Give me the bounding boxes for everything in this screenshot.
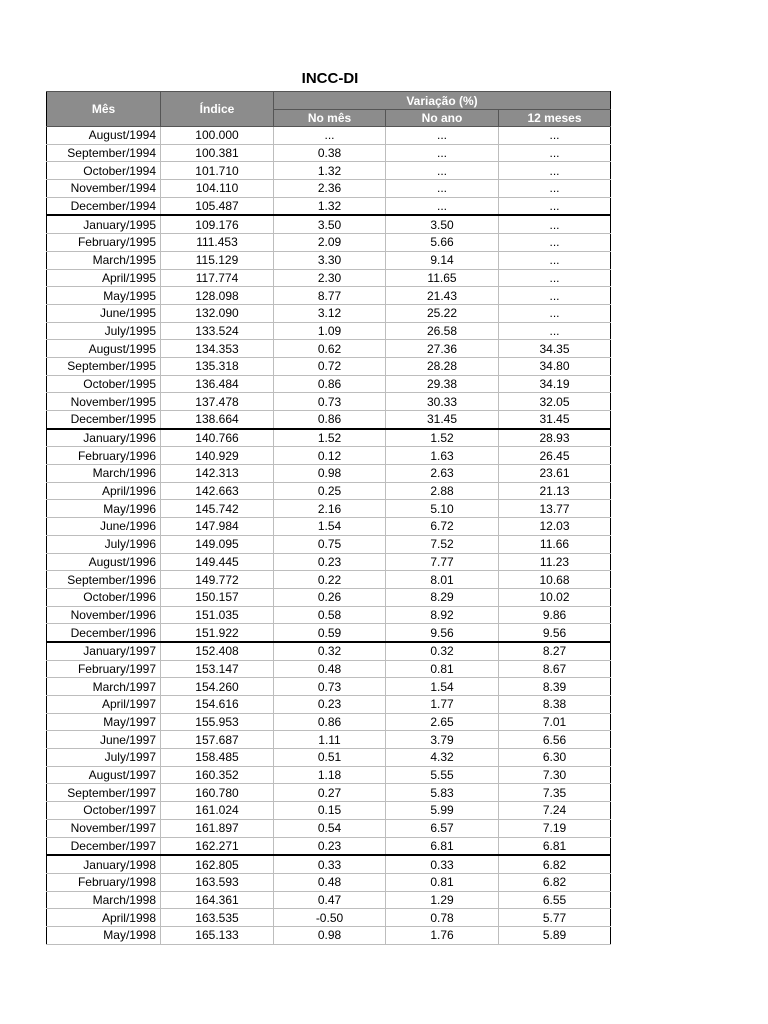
table-row (47, 784, 611, 802)
twelve-month-variation-cell: 6.55 (499, 891, 611, 909)
monthly-variation-cell: 0.25 (274, 482, 386, 500)
monthly-variation-cell: 3.12 (274, 304, 386, 322)
month-cell: August/1997 (47, 766, 161, 784)
twelve-month-variation-cell: ... (499, 215, 611, 233)
twelve-month-variation-cell: 5.77 (499, 909, 611, 927)
twelve-month-variation-cell: 8.27 (499, 642, 611, 660)
header-variacao: Variação (%) (274, 92, 611, 110)
yearly-variation-cell: 25.22 (386, 304, 499, 322)
table-row (47, 393, 611, 411)
month-cell: December/1994 (47, 197, 161, 215)
twelve-month-variation-cell: 32.05 (499, 393, 611, 411)
month-cell: June/1997 (47, 731, 161, 749)
table-row (47, 411, 611, 429)
twelve-month-variation-cell: 8.67 (499, 660, 611, 678)
twelve-month-variation-cell: ... (499, 269, 611, 287)
yearly-variation-cell: 3.79 (386, 731, 499, 749)
index-cell: 163.535 (161, 909, 274, 927)
index-cell: 149.445 (161, 553, 274, 571)
yearly-variation-cell: 2.65 (386, 713, 499, 731)
twelve-month-variation-cell: ... (499, 304, 611, 322)
index-cell: 161.897 (161, 819, 274, 837)
monthly-variation-cell: 0.86 (274, 713, 386, 731)
table-row (47, 269, 611, 287)
yearly-variation-cell: 26.58 (386, 322, 499, 340)
yearly-variation-cell: 8.29 (386, 588, 499, 606)
twelve-month-variation-cell: 7.24 (499, 802, 611, 820)
index-cell: 160.780 (161, 784, 274, 802)
header-no-ano: No ano (386, 110, 499, 127)
table-row (47, 819, 611, 837)
yearly-variation-cell: 0.78 (386, 909, 499, 927)
index-cell: 100.381 (161, 144, 274, 162)
yearly-variation-cell: 0.33 (386, 855, 499, 873)
index-cell: 164.361 (161, 891, 274, 909)
month-cell: January/1997 (47, 642, 161, 660)
twelve-month-variation-cell: ... (499, 180, 611, 198)
monthly-variation-cell: 0.58 (274, 606, 386, 624)
month-cell: November/1997 (47, 819, 161, 837)
twelve-month-variation-cell: ... (499, 162, 611, 180)
twelve-month-variation-cell: 6.30 (499, 749, 611, 767)
incc-di-table (46, 91, 611, 945)
header-no-mes: No mês (274, 110, 386, 127)
month-cell: June/1995 (47, 304, 161, 322)
yearly-variation-cell: 3.50 (386, 215, 499, 233)
twelve-month-variation-cell: 28.93 (499, 429, 611, 447)
month-cell: October/1996 (47, 588, 161, 606)
monthly-variation-cell: 0.98 (274, 465, 386, 483)
monthly-variation-cell: 3.30 (274, 251, 386, 269)
table-row (47, 287, 611, 305)
yearly-variation-cell: ... (386, 144, 499, 162)
yearly-variation-cell: ... (386, 180, 499, 198)
month-cell: May/1998 (47, 926, 161, 944)
yearly-variation-cell: 1.76 (386, 926, 499, 944)
index-cell: 137.478 (161, 393, 274, 411)
monthly-variation-cell: 0.47 (274, 891, 386, 909)
twelve-month-variation-cell: 34.35 (499, 340, 611, 358)
table-row (47, 642, 611, 660)
index-cell: 149.095 (161, 535, 274, 553)
table-row (47, 535, 611, 553)
twelve-month-variation-cell: 11.23 (499, 553, 611, 571)
twelve-month-variation-cell: 6.81 (499, 837, 611, 855)
yearly-variation-cell: 6.57 (386, 819, 499, 837)
month-cell: July/1995 (47, 322, 161, 340)
month-cell: August/1995 (47, 340, 161, 358)
table-row (47, 357, 611, 375)
table-row (47, 518, 611, 536)
monthly-variation-cell: 0.15 (274, 802, 386, 820)
monthly-variation-cell: -0.50 (274, 909, 386, 927)
yearly-variation-cell: 9.14 (386, 251, 499, 269)
index-cell: 128.098 (161, 287, 274, 305)
month-cell: June/1996 (47, 518, 161, 536)
index-cell: 142.313 (161, 465, 274, 483)
monthly-variation-cell: 0.27 (274, 784, 386, 802)
twelve-month-variation-cell: 9.86 (499, 606, 611, 624)
twelve-month-variation-cell: 6.82 (499, 855, 611, 873)
table-row (47, 588, 611, 606)
index-cell: 157.687 (161, 731, 274, 749)
index-cell: 115.129 (161, 251, 274, 269)
yearly-variation-cell: 0.32 (386, 642, 499, 660)
twelve-month-variation-cell: 8.38 (499, 696, 611, 714)
month-cell: November/1994 (47, 180, 161, 198)
index-cell: 109.176 (161, 215, 274, 233)
month-cell: April/1998 (47, 909, 161, 927)
table-row (47, 926, 611, 944)
table-row (47, 660, 611, 678)
monthly-variation-cell: 0.48 (274, 873, 386, 891)
monthly-variation-cell: 1.32 (274, 162, 386, 180)
monthly-variation-cell: 0.62 (274, 340, 386, 358)
index-cell: 104.110 (161, 180, 274, 198)
month-cell: August/1994 (47, 127, 161, 145)
monthly-variation-cell: 0.86 (274, 411, 386, 429)
monthly-variation-cell: 0.75 (274, 535, 386, 553)
table-row (47, 624, 611, 642)
twelve-month-variation-cell: 21.13 (499, 482, 611, 500)
table-body (47, 127, 611, 945)
monthly-variation-cell: 0.72 (274, 357, 386, 375)
twelve-month-variation-cell: 7.01 (499, 713, 611, 731)
table-row (47, 144, 611, 162)
twelve-month-variation-cell: 23.61 (499, 465, 611, 483)
index-cell: 163.593 (161, 873, 274, 891)
monthly-variation-cell: 0.23 (274, 696, 386, 714)
table-row (47, 304, 611, 322)
monthly-variation-cell: 2.16 (274, 500, 386, 518)
month-cell: December/1997 (47, 837, 161, 855)
index-cell: 133.524 (161, 322, 274, 340)
month-cell: January/1998 (47, 855, 161, 873)
twelve-month-variation-cell: ... (499, 127, 611, 145)
yearly-variation-cell: 1.29 (386, 891, 499, 909)
twelve-month-variation-cell: 34.19 (499, 375, 611, 393)
month-cell: October/1997 (47, 802, 161, 820)
table-row (47, 713, 611, 731)
yearly-variation-cell: 5.10 (386, 500, 499, 518)
monthly-variation-cell: 0.22 (274, 571, 386, 589)
twelve-month-variation-cell: ... (499, 287, 611, 305)
table-row (47, 678, 611, 696)
month-cell: October/1994 (47, 162, 161, 180)
month-cell: January/1996 (47, 429, 161, 447)
monthly-variation-cell: 8.77 (274, 287, 386, 305)
monthly-variation-cell: ... (274, 127, 386, 145)
table-row (47, 802, 611, 820)
table-row (47, 234, 611, 252)
index-cell: 154.260 (161, 678, 274, 696)
monthly-variation-cell: 0.54 (274, 819, 386, 837)
index-cell: 155.953 (161, 713, 274, 731)
twelve-month-variation-cell: 10.68 (499, 571, 611, 589)
twelve-month-variation-cell: 26.45 (499, 447, 611, 465)
table-row (47, 429, 611, 447)
table-row (47, 197, 611, 215)
twelve-month-variation-cell: ... (499, 234, 611, 252)
index-cell: 134.353 (161, 340, 274, 358)
month-cell: March/1998 (47, 891, 161, 909)
yearly-variation-cell: ... (386, 197, 499, 215)
twelve-month-variation-cell: 13.77 (499, 500, 611, 518)
index-cell: 140.929 (161, 447, 274, 465)
twelve-month-variation-cell: 5.89 (499, 926, 611, 944)
index-cell: 117.774 (161, 269, 274, 287)
monthly-variation-cell: 0.23 (274, 553, 386, 571)
month-cell: December/1995 (47, 411, 161, 429)
index-cell: 151.922 (161, 624, 274, 642)
month-cell: April/1997 (47, 696, 161, 714)
monthly-variation-cell: 0.48 (274, 660, 386, 678)
index-cell: 165.133 (161, 926, 274, 944)
table-row (47, 766, 611, 784)
index-cell: 161.024 (161, 802, 274, 820)
month-cell: May/1996 (47, 500, 161, 518)
twelve-month-variation-cell: ... (499, 251, 611, 269)
table-row (47, 162, 611, 180)
monthly-variation-cell: 0.38 (274, 144, 386, 162)
monthly-variation-cell: 1.54 (274, 518, 386, 536)
table-row (47, 465, 611, 483)
yearly-variation-cell: 5.55 (386, 766, 499, 784)
twelve-month-variation-cell: 7.30 (499, 766, 611, 784)
index-cell: 152.408 (161, 642, 274, 660)
yearly-variation-cell: ... (386, 162, 499, 180)
twelve-month-variation-cell: 7.35 (499, 784, 611, 802)
monthly-variation-cell: 0.98 (274, 926, 386, 944)
table-row (47, 571, 611, 589)
monthly-variation-cell: 0.73 (274, 393, 386, 411)
month-cell: September/1997 (47, 784, 161, 802)
yearly-variation-cell: 7.52 (386, 535, 499, 553)
yearly-variation-cell: 0.81 (386, 873, 499, 891)
table-row (47, 553, 611, 571)
table-row (47, 873, 611, 891)
twelve-month-variation-cell: ... (499, 197, 611, 215)
month-cell: July/1996 (47, 535, 161, 553)
index-cell: 101.710 (161, 162, 274, 180)
month-cell: March/1997 (47, 678, 161, 696)
yearly-variation-cell: 1.52 (386, 429, 499, 447)
index-cell: 100.000 (161, 127, 274, 145)
table-row (47, 891, 611, 909)
month-cell: March/1996 (47, 465, 161, 483)
monthly-variation-cell: 0.33 (274, 855, 386, 873)
index-cell: 132.090 (161, 304, 274, 322)
yearly-variation-cell: 6.72 (386, 518, 499, 536)
table-row (47, 749, 611, 767)
monthly-variation-cell: 0.51 (274, 749, 386, 767)
table-row (47, 340, 611, 358)
yearly-variation-cell: 4.32 (386, 749, 499, 767)
yearly-variation-cell: 21.43 (386, 287, 499, 305)
yearly-variation-cell: 29.38 (386, 375, 499, 393)
monthly-variation-cell: 1.32 (274, 197, 386, 215)
table-row (47, 606, 611, 624)
yearly-variation-cell: 8.01 (386, 571, 499, 589)
twelve-month-variation-cell: 9.56 (499, 624, 611, 642)
monthly-variation-cell: 0.12 (274, 447, 386, 465)
index-cell: 162.271 (161, 837, 274, 855)
twelve-month-variation-cell: 8.39 (499, 678, 611, 696)
month-cell: April/1996 (47, 482, 161, 500)
yearly-variation-cell: 1.54 (386, 678, 499, 696)
twelve-month-variation-cell: 6.56 (499, 731, 611, 749)
twelve-month-variation-cell: 6.82 (499, 873, 611, 891)
twelve-month-variation-cell: ... (499, 322, 611, 340)
monthly-variation-cell: 0.73 (274, 678, 386, 696)
monthly-variation-cell: 1.11 (274, 731, 386, 749)
monthly-variation-cell: 0.26 (274, 588, 386, 606)
index-cell: 160.352 (161, 766, 274, 784)
table-row (47, 215, 611, 233)
month-cell: September/1995 (47, 357, 161, 375)
index-cell: 111.453 (161, 234, 274, 252)
yearly-variation-cell: ... (386, 127, 499, 145)
yearly-variation-cell: 27.36 (386, 340, 499, 358)
index-cell: 147.984 (161, 518, 274, 536)
month-cell: January/1995 (47, 215, 161, 233)
table-row (47, 731, 611, 749)
month-cell: March/1995 (47, 251, 161, 269)
index-cell: 136.484 (161, 375, 274, 393)
index-cell: 138.664 (161, 411, 274, 429)
yearly-variation-cell: 1.63 (386, 447, 499, 465)
index-cell: 158.485 (161, 749, 274, 767)
monthly-variation-cell: 2.36 (274, 180, 386, 198)
table-row (47, 696, 611, 714)
header-indice: Índice (161, 92, 274, 127)
index-cell: 142.663 (161, 482, 274, 500)
yearly-variation-cell: 5.66 (386, 234, 499, 252)
table-row (47, 375, 611, 393)
monthly-variation-cell: 2.09 (274, 234, 386, 252)
monthly-variation-cell: 3.50 (274, 215, 386, 233)
twelve-month-variation-cell: 7.19 (499, 819, 611, 837)
monthly-variation-cell: 0.59 (274, 624, 386, 642)
monthly-variation-cell: 0.32 (274, 642, 386, 660)
twelve-month-variation-cell: 34.80 (499, 357, 611, 375)
table-row (47, 447, 611, 465)
twelve-month-variation-cell: 12.03 (499, 518, 611, 536)
month-cell: September/1994 (47, 144, 161, 162)
yearly-variation-cell: 7.77 (386, 553, 499, 571)
index-cell: 149.772 (161, 571, 274, 589)
yearly-variation-cell: 11.65 (386, 269, 499, 287)
month-cell: February/1995 (47, 234, 161, 252)
yearly-variation-cell: 28.28 (386, 357, 499, 375)
month-cell: November/1996 (47, 606, 161, 624)
month-cell: February/1997 (47, 660, 161, 678)
index-cell: 154.616 (161, 696, 274, 714)
yearly-variation-cell: 2.88 (386, 482, 499, 500)
table-row (47, 855, 611, 873)
index-cell: 162.805 (161, 855, 274, 873)
twelve-month-variation-cell: ... (499, 144, 611, 162)
month-cell: April/1995 (47, 269, 161, 287)
month-cell: February/1998 (47, 873, 161, 891)
monthly-variation-cell: 0.23 (274, 837, 386, 855)
monthly-variation-cell: 0.86 (274, 375, 386, 393)
yearly-variation-cell: 8.92 (386, 606, 499, 624)
month-cell: December/1996 (47, 624, 161, 642)
table-row (47, 127, 611, 145)
table-row (47, 482, 611, 500)
table-title: INCC-DI (301, 70, 359, 87)
month-cell: November/1995 (47, 393, 161, 411)
month-cell: February/1996 (47, 447, 161, 465)
index-cell: 105.487 (161, 197, 274, 215)
index-cell: 153.147 (161, 660, 274, 678)
header-12-meses: 12 meses (499, 110, 611, 127)
index-cell: 150.157 (161, 588, 274, 606)
header-mes: Mês (47, 92, 161, 127)
yearly-variation-cell: 6.81 (386, 837, 499, 855)
month-cell: October/1995 (47, 375, 161, 393)
index-cell: 145.742 (161, 500, 274, 518)
monthly-variation-cell: 2.30 (274, 269, 386, 287)
index-cell: 135.318 (161, 357, 274, 375)
monthly-variation-cell: 1.09 (274, 322, 386, 340)
yearly-variation-cell: 1.77 (386, 696, 499, 714)
twelve-month-variation-cell: 10.02 (499, 588, 611, 606)
yearly-variation-cell: 0.81 (386, 660, 499, 678)
table-row (47, 500, 611, 518)
yearly-variation-cell: 2.63 (386, 465, 499, 483)
table-row (47, 251, 611, 269)
yearly-variation-cell: 5.83 (386, 784, 499, 802)
month-cell: May/1995 (47, 287, 161, 305)
table-row (47, 322, 611, 340)
index-cell: 151.035 (161, 606, 274, 624)
table-row (47, 837, 611, 855)
month-cell: September/1996 (47, 571, 161, 589)
twelve-month-variation-cell: 31.45 (499, 411, 611, 429)
yearly-variation-cell: 5.99 (386, 802, 499, 820)
index-cell: 140.766 (161, 429, 274, 447)
monthly-variation-cell: 1.52 (274, 429, 386, 447)
yearly-variation-cell: 31.45 (386, 411, 499, 429)
yearly-variation-cell: 30.33 (386, 393, 499, 411)
table-row (47, 909, 611, 927)
table-row (47, 180, 611, 198)
month-cell: May/1997 (47, 713, 161, 731)
month-cell: August/1996 (47, 553, 161, 571)
yearly-variation-cell: 9.56 (386, 624, 499, 642)
twelve-month-variation-cell: 11.66 (499, 535, 611, 553)
month-cell: July/1997 (47, 749, 161, 767)
monthly-variation-cell: 1.18 (274, 766, 386, 784)
